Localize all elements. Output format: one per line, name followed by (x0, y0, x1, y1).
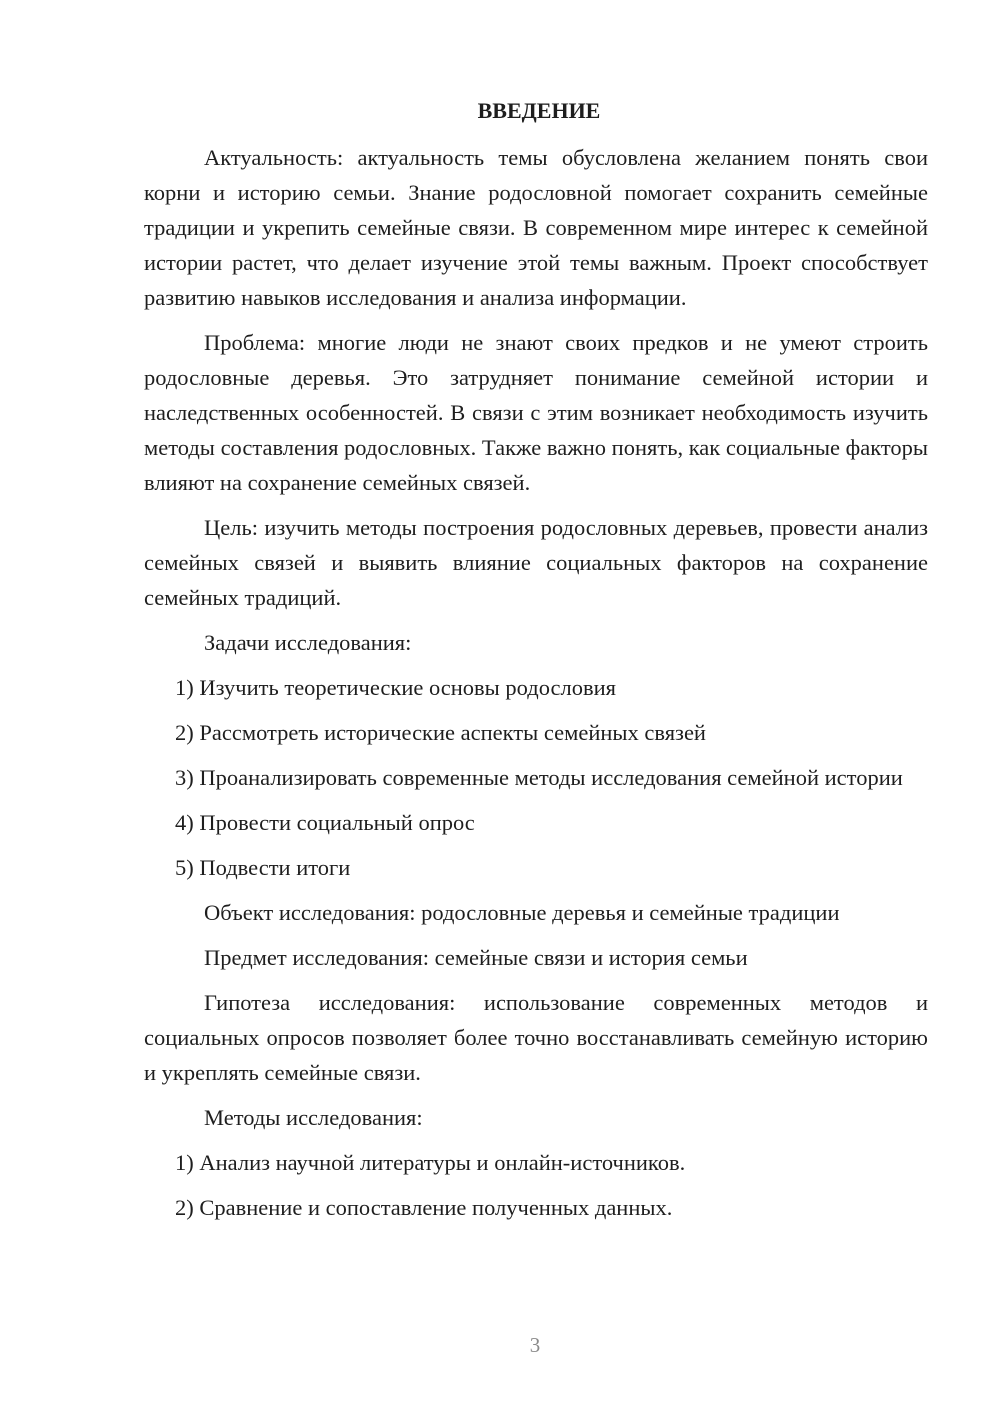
research-subject: Предмет исследования: семейные связи и история семьи (204, 945, 748, 970)
task-item: 2) Рассмотреть исторические аспекты семейных связей (175, 720, 706, 745)
task-item: 1) Изучить теоретические основы родословия (175, 675, 617, 700)
methods-title: Методы исследования: (204, 1105, 423, 1130)
goal-paragraph: Цель: изучить методы построения родословных деревьев, провести анализ семейных связей и выявить влияние социальных факторов на сохранение семейных традиций. (144, 515, 928, 610)
section-heading: ВВЕДЕНИЕ (477, 98, 601, 123)
research-object: Объект исследования: родословные деревья и семейные традиции (204, 900, 840, 925)
task-item: 4) Провести социальный опрос (175, 810, 475, 835)
method-item: 2) Сравнение и сопоставление полученных данных. (175, 1195, 673, 1220)
page-number: 3 (529, 1333, 541, 1357)
methods-list (144, 1145, 928, 1225)
task-item: 5) Подвести итоги (175, 855, 351, 880)
relevance-paragraph: Актуальность: актуальность темы обусловлена желанием понять свои корни и историю семьи. Знание родословной помогает сохранить семейные традиции и укрепить семейные связи. В современном мире интерес к семейной истории растет, что делает изучение этой темы важным. Проект способствует развитию навыков исследования и анализа информации. (144, 145, 928, 310)
method-item: 1) Анализ научной литературы и онлайн-источников. (175, 1150, 686, 1175)
task-item: 3) Проанализировать современные методы исследования семейной истории (175, 765, 903, 790)
tasks-title: Задачи исследования: (204, 630, 412, 655)
problem-paragraph: Проблема: многие люди не знают своих предков и не умеют строить родословные деревья. Это затрудняет понимание семейной истории и наследственных особенностей. В связи с этим возникает необходимость изучить методы составления родословных. Также важно понять, как социальные факторы влияют на сохранение семейных связей. (144, 330, 928, 495)
page-content (144, 96, 928, 1235)
tasks-list (144, 670, 928, 885)
hypothesis-paragraph: Гипотеза исследования: использование современных методов и социальных опросов позволяет более точно восстанавливать семейную историю и укреплять семейные связи. (144, 990, 928, 1085)
